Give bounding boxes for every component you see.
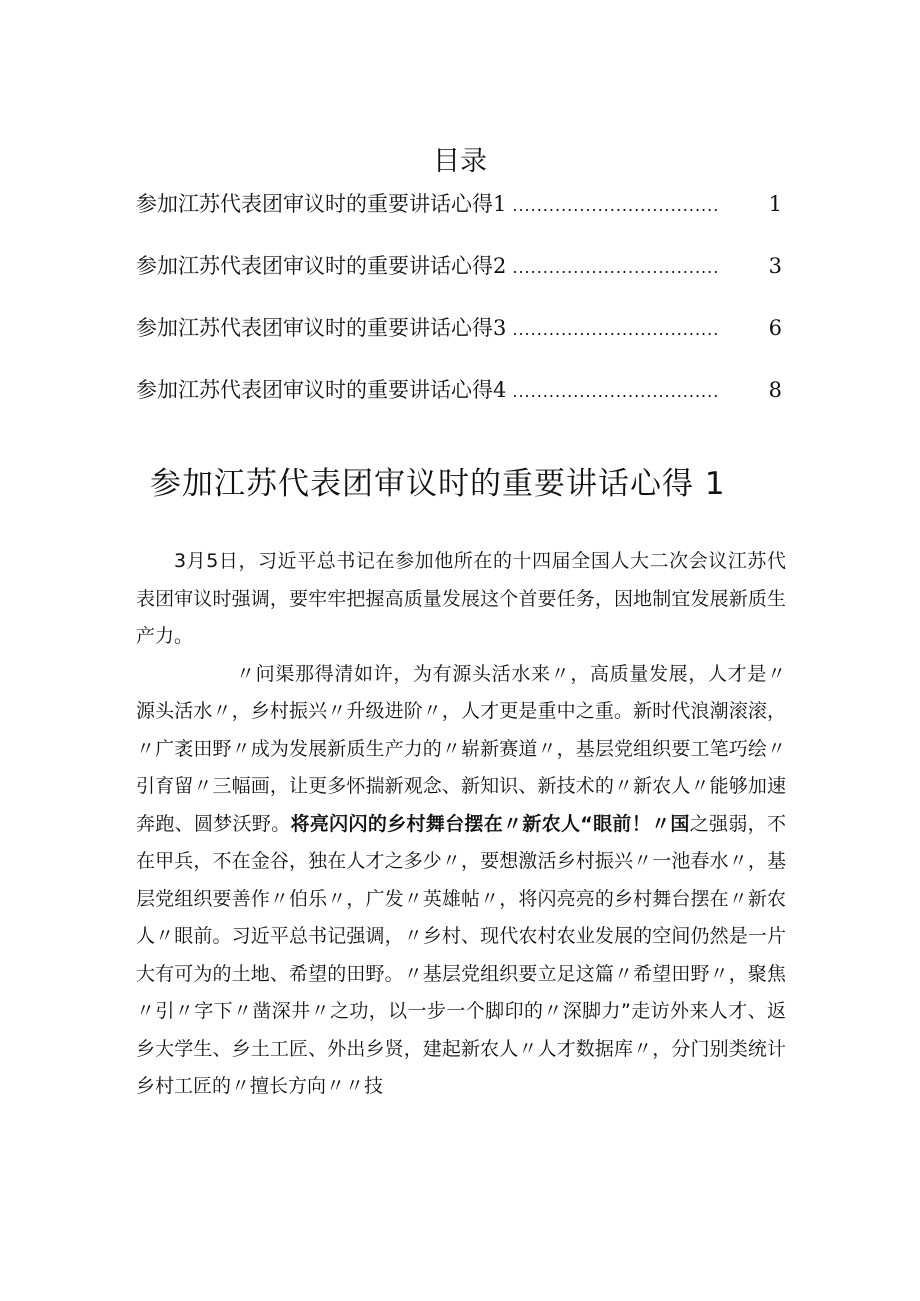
toc-entry[interactable] xyxy=(136,248,782,310)
paragraph-text: 之强弱，不在甲兵，不在金谷，独在人才之多少〃，要想激活乡村振兴〃一池春水〃，基层党组织要善作〃伯乐〃，广发〃英雄帖〃，将闪亮亮的乡村舞台摆在〃新农人〃眼前。习近平总书记强调，〃乡村、现代农村农业发展的空间仍然是一片大有可为的土地、希望的田野。〃基层党组织要立足这篇〃希望田野〃，聚焦〃引〃字下〃凿深井〃之功，以一步一个脚印的〃深脚力”走访外来人才、返乡大学生、乡土工匠、外出乡贤，建起新农人〃人才数据库〃，分门别类统计乡村工匠的〃擅长方向〃〃技 xyxy=(136,812,786,1097)
toc-leader-dots: .................................. xyxy=(512,258,720,277)
article-body xyxy=(136,543,786,1106)
toc-title: 目录 xyxy=(433,146,487,177)
toc-page-number: 6 xyxy=(768,316,782,340)
toc-entry-number: 1 xyxy=(493,192,507,216)
article-title: 参加江苏代表团审议时的重要讲话心得 1 xyxy=(150,466,726,502)
toc-page-number: 1 xyxy=(768,192,782,216)
toc-entry-number: 2 xyxy=(493,254,507,278)
paragraph-text: 〃问渠那得清如许，为有源头活水来〃，高质量发展，人才是〃源头活水〃，乡村振兴〃升级进阶〃，人才更是重中之重。新时代浪潮滚滚，〃广袤田野〃成为发展新质生产力的〃崭新赛道〃，基层党组织要工笔巧绘〃引育留〃三幅画，让更多怀揣新观念、新知识、新技术的〃新农人〃能够加速奔跑、圆梦沃野。 xyxy=(136,662,786,835)
toc-leader-dots: .................................. xyxy=(512,382,720,401)
table-of-contents xyxy=(136,186,782,434)
toc-leader-dots: .................................. xyxy=(512,320,720,339)
toc-entry[interactable] xyxy=(136,186,782,248)
toc-entry-text: 参加江苏代表团审议时的重要讲话心得 xyxy=(136,254,493,278)
toc-leader-dots: .................................. xyxy=(512,196,720,215)
body-paragraph: 3月5日，习近平总书记在参加他所在的十四届全国人大二次会议江苏代表团审议时强调，要牢牢把握高质量发展这个首要任务，因地制宜发展新质生产力。 xyxy=(136,550,786,647)
toc-page-number: 8 xyxy=(768,378,782,402)
toc-entry-text: 参加江苏代表团审议时的重要讲话心得 xyxy=(136,316,493,340)
toc-page-number: 3 xyxy=(768,254,782,278)
bold-text: 将亮闪闪的乡村舞台摆在〃新农人“眼前！〃国 xyxy=(290,812,690,835)
body-paragraph xyxy=(136,656,786,1106)
toc-entry-number: 3 xyxy=(493,316,507,340)
toc-entry[interactable] xyxy=(136,372,782,434)
toc-entry-text: 参加江苏代表团审议时的重要讲话心得 xyxy=(136,192,493,216)
toc-entry-text: 参加江苏代表团审议时的重要讲话心得 xyxy=(136,378,493,402)
toc-entry[interactable] xyxy=(136,310,782,372)
toc-entry-number: 4 xyxy=(493,378,507,402)
